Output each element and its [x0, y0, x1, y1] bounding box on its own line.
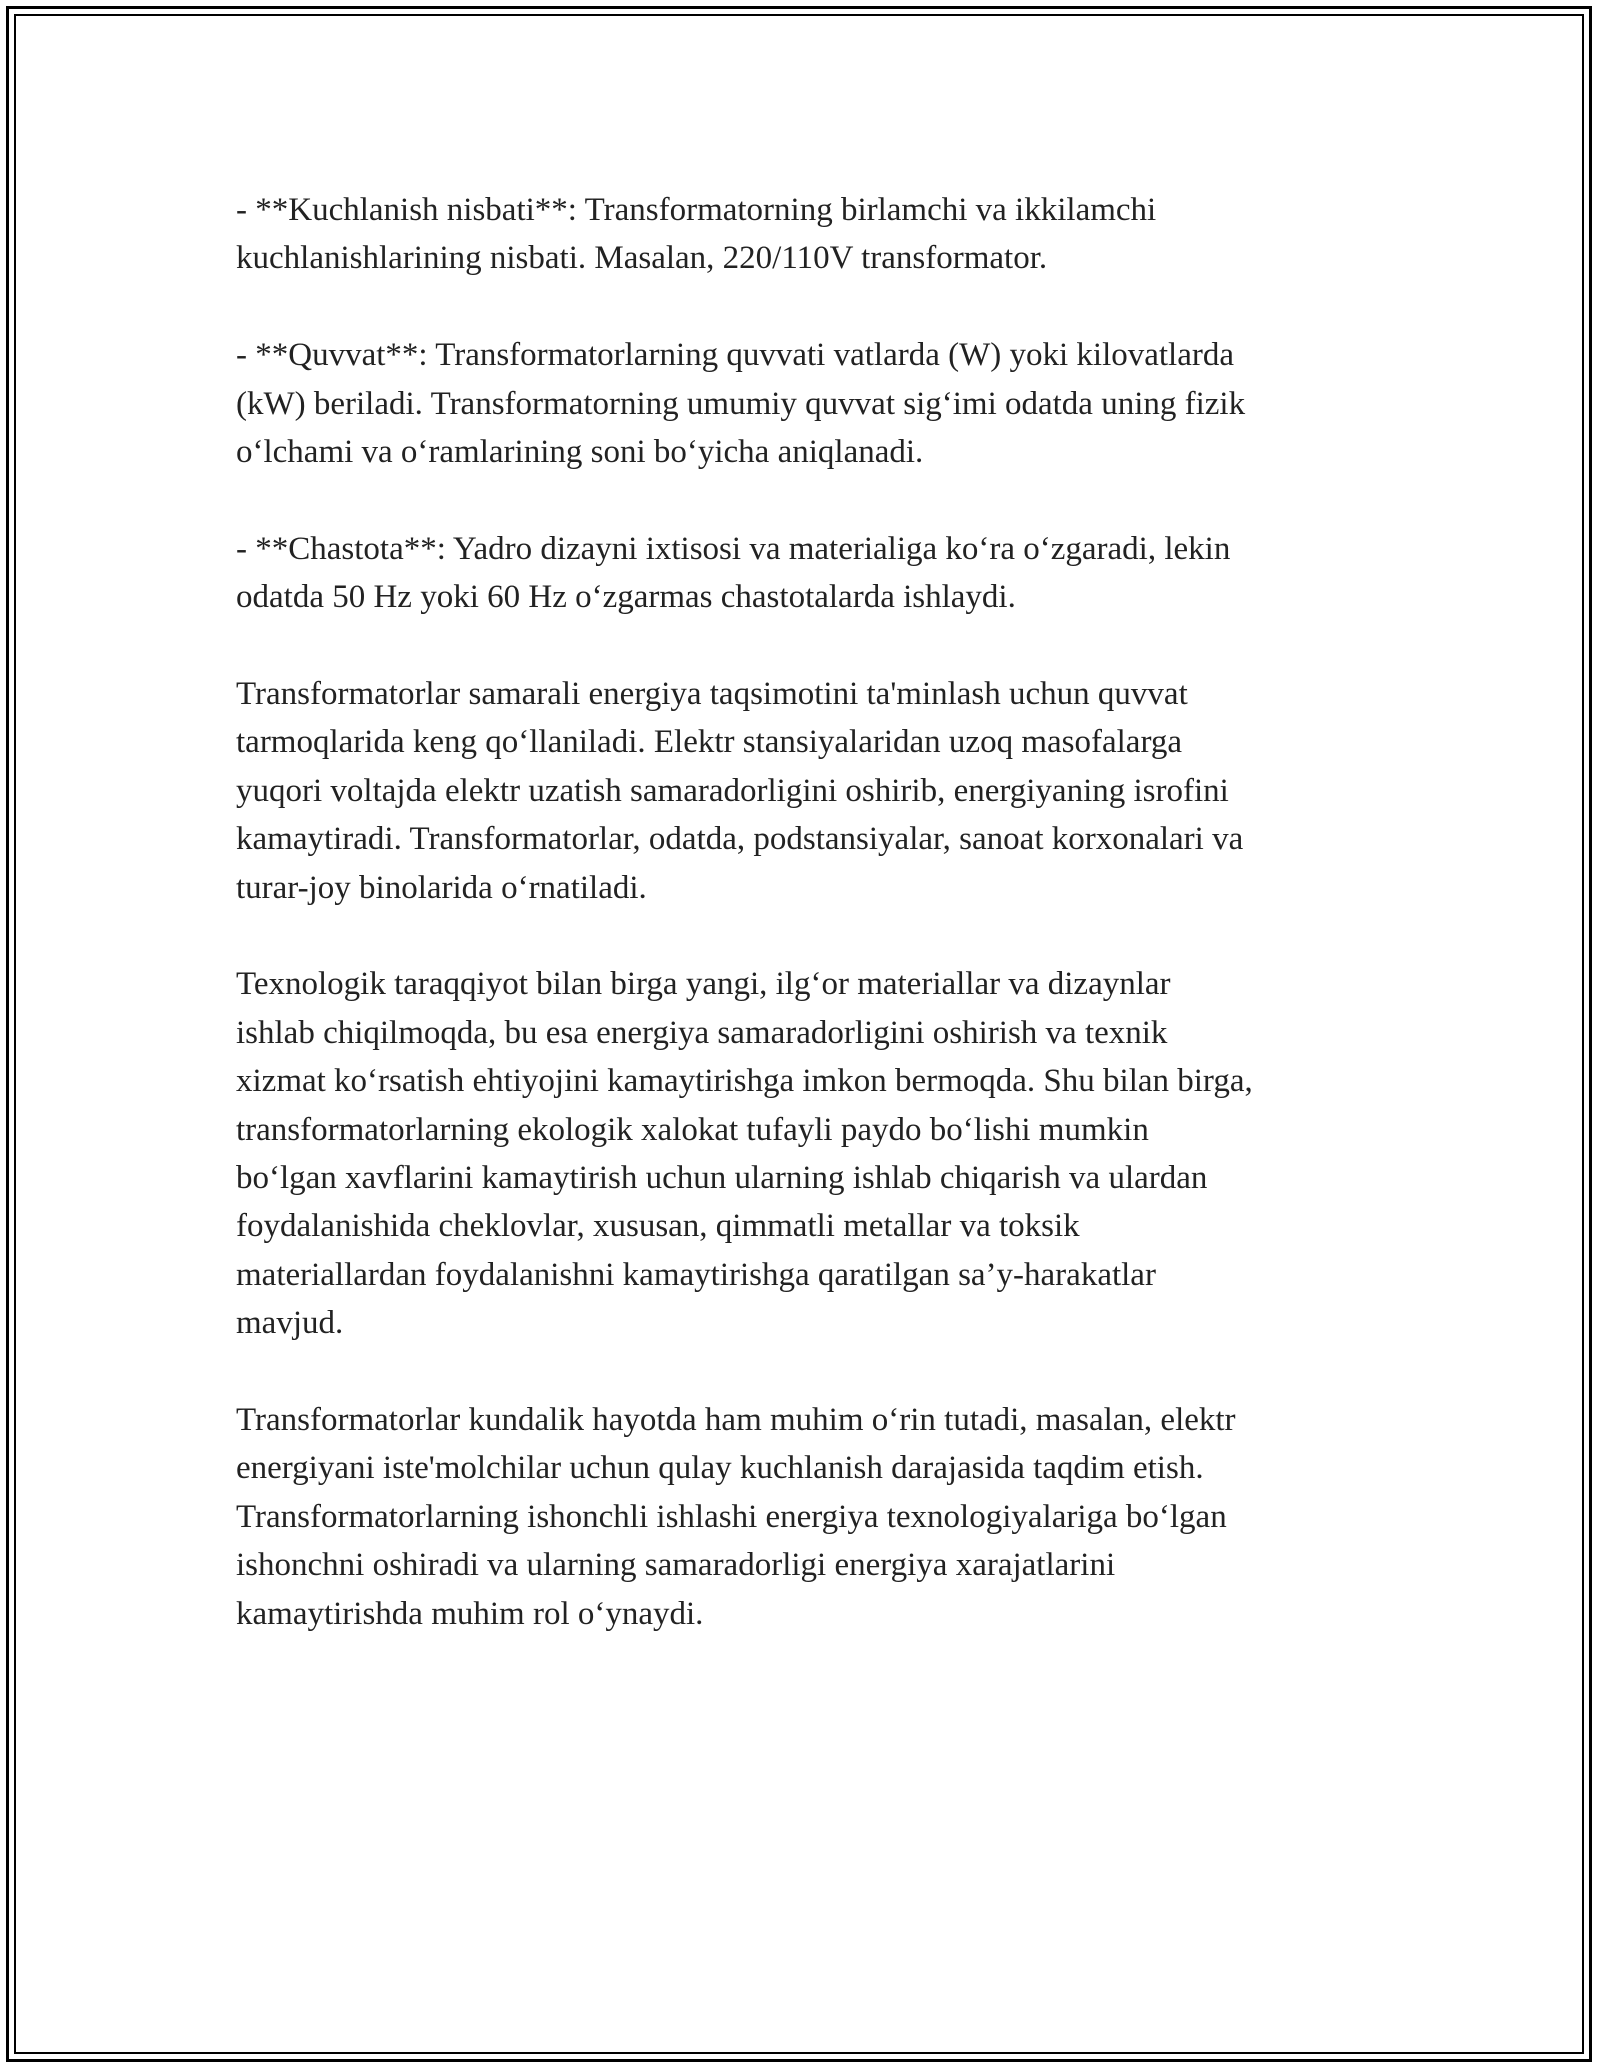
paragraph-frequency — [236, 525, 1386, 622]
text-line: kamaytirishda muhim rol o‘ynaydi. — [236, 1595, 704, 1632]
text-line: Transformatorlar kundalik hayotda ham muhim o‘rin tutadi, masalan, elektr — [236, 1402, 1236, 1439]
text-line: ishonchni oshiradi va ularning samaradorligi energiya xarajatlarini — [236, 1547, 1116, 1584]
text-line: - **Chastota**: Yadro dizayni ixtisosi va materialiga ko‘ra o‘zgaradi, lekin — [236, 530, 1231, 567]
text-line: bo‘lgan xavflarini kamaytirish uchun ularning ishlab chiqarish va ulardan — [236, 1160, 1208, 1197]
text-line: turar-joy binolarida o‘rnatiladi. — [236, 869, 647, 906]
text-line: kuchlanishlarining nisbati. Masalan, 220/110V transformator. — [236, 240, 1048, 277]
text-line: (kW) beriladi. Transformatorning umumiy quvvat sig‘imi odatda uning fizik — [236, 385, 1246, 422]
text-line: kamaytiradi. Transformatorlar, odatda, podstansiyalar, sanoat korxonalari va — [236, 821, 1244, 858]
paragraph-power — [236, 331, 1386, 476]
text-line: Texnologik taraqqiyot bilan birga yangi, ilg‘or materiallar va dizaynlar — [236, 966, 1171, 1003]
text-line: mavjud. — [236, 1305, 344, 1342]
text-line: energiyani iste'molchilar uchun qulay kuchlanish darajasida taqdim etish. — [236, 1450, 1204, 1487]
paragraph-daily-life — [236, 1396, 1386, 1638]
text-line: transformatorlarning ekologik xalokat tufayli paydo bo‘lishi mumkin — [236, 1111, 1149, 1148]
text-line: Transformatorlarning ishonchli ishlashi energiya texnologiyalariga bo‘lgan — [236, 1498, 1227, 1535]
text-line: - **Kuchlanish nisbati**: Transformatorning birlamchi va ikkilamchi — [236, 192, 1157, 228]
text-line: o‘lchami va o‘ramlarining soni bo‘yicha aniqlanadi. — [236, 434, 924, 471]
text-line: - **Quvvat**: Transformatorlarning quvvati vatlarda (W) yoki kilovatlarda — [236, 337, 1235, 374]
text-line: Transformatorlar samarali energiya taqsimotini ta'minlash uchun quvvat — [236, 676, 1188, 713]
paragraph-technology-progress — [236, 960, 1386, 1347]
text-line: ishlab chiqilmoqda, bu esa energiya samaradorligini oshirish va texnik — [236, 1014, 1168, 1051]
paragraph-distribution — [236, 670, 1386, 912]
text-line: xizmat ko‘rsatish ehtiyojini kamaytirishga imkon bermoqda. Shu bilan birga, — [236, 1063, 1253, 1100]
paragraph-voltage-ratio — [236, 186, 1386, 283]
text-line: foydalanishida cheklovlar, xususan, qimmatli metallar va toksik — [236, 1208, 1080, 1245]
text-line: tarmoqlarida keng qo‘llaniladi. Elektr stansiyalaridan uzoq masofalarga — [236, 724, 1182, 761]
text-line: odatda 50 Hz yoki 60 Hz o‘zgarmas chastotalarda ishlaydi. — [236, 579, 1016, 616]
text-line: materiallardan foydalanishni kamaytirishga qaratilgan sa’y-harakatlar — [236, 1256, 1156, 1293]
document-body — [236, 186, 1386, 1687]
text-line: yuqori voltajda elektr uzatish samaradorligini oshirib, energiyaning isrofini — [236, 772, 1229, 809]
